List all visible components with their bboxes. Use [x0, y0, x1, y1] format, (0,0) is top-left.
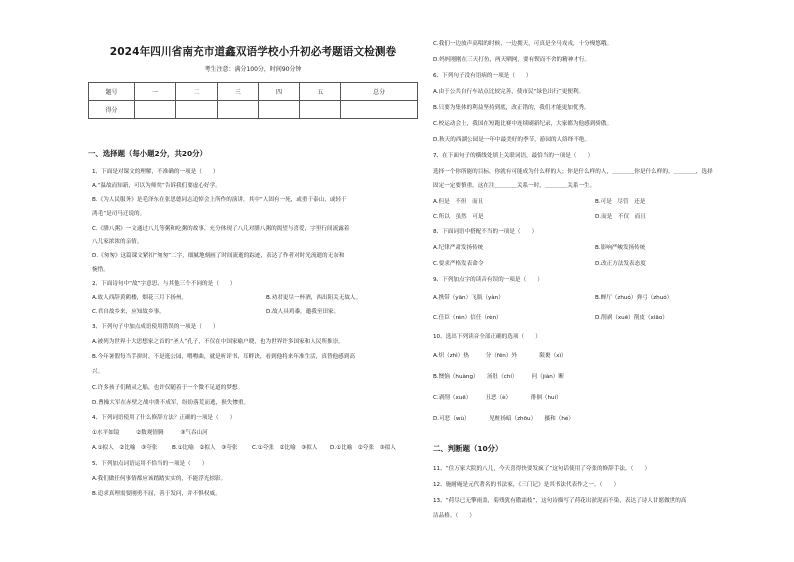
page-title: 2024年四川省南充市道鑫双语学校小升初必考题语文检测卷 [109, 46, 397, 58]
question-option: C.所以 虽然 可是 [433, 214, 484, 220]
score-cell [341, 101, 418, 119]
question-stem: 7、在下面句子的横线处填上关联词语，最恰当的一项是（ ） [433, 153, 594, 159]
question-option: B.蝉厅（zhuó）弹弓（zhuó） [595, 295, 673, 301]
question-option: D.曹操大军在赤壁之战中溃不成军，纷纷落荒而逃，损失惨重。 [92, 400, 250, 406]
question-option: D.故人具鸡黍，邀我至田家。 [266, 309, 340, 315]
question-option: C.任臣（rèn）信任（rèn） [433, 315, 502, 321]
question-option: C.剥削（xuē） 丑恶（è） 徘徊（huí） [433, 395, 562, 401]
question-option: A.故人西辞黄鹤楼，烟花三月下扬州。 [92, 295, 188, 301]
question-stem: 13、“荷尽已无擎雨盖，菊残犹有傲霜枝”，这句诗描写了荷花出淤泥而不染，表达了诗人甘愿做世的高 [433, 498, 687, 504]
question-option: B.影响严峻发扬传统 [595, 245, 646, 251]
question-option: B.追求真理需要刚勇不屈，善于发问，并不惧权威。 [92, 491, 221, 497]
question-text: 选择一个你所能的目标，你就有可能成为什么样的人；你是什么样的人，＿＿＿＿你是什么样的。＿＿＿＿，选择 [433, 169, 713, 175]
score-table-row [89, 101, 418, 119]
question-option: C.我们一边放声高唱的时候，一边拥天，可真是全马戎戎，十分慢悠哦。 [433, 41, 613, 47]
question-option-cont: 惋惜。 [92, 267, 109, 273]
question-option: D.①比喻 ②夸张 ③拟人 [330, 445, 396, 451]
question-stem: 10、选出下列读音全部正确的选项（ ） [433, 334, 541, 340]
question-option: D.《匆匆》这篇课文紧扣“匆匆”二字，细腻地刻画了时间流逝的踪迹，表达了作者对时光流逝的无奈和 [92, 253, 345, 259]
question-option: C.校运动会上，我国在短跑比赛中连续刷新纪录，大家都为他感到骄傲。 [433, 121, 613, 127]
question-option-cont: 兴。 [92, 369, 104, 375]
question-option: B.①比喻 ②拟人 ③夸张 [172, 445, 238, 451]
question-items: ①水平如镜 ②数观情腾 ③气吞山河 [92, 430, 208, 436]
question-stem: 11、“住万家大院的八儿，今天喜得快要发疯了”这句话使用了夸张的修辞手法。（ ） [433, 466, 651, 472]
question-option: D.而是 不仅 而且 [595, 214, 646, 220]
question-option: D.秋天的西湖公园是一年中最美好的季节，游园的人络绎不绝。 [433, 137, 591, 143]
score-table [88, 82, 418, 119]
question-stem: 8、下面词语中搭配不当的一项是（ ） [433, 229, 538, 235]
question-text: 固定一定要慎重，这在注＿＿＿＿关系一时，＿＿＿＿关系一生。 [433, 183, 596, 189]
score-header-cell: 五 [300, 83, 341, 101]
question-option: A.携带（yān）飞瓶（yàn） [433, 295, 504, 301]
question-option: A.①拟人 ②比喻 ③夸张 [92, 445, 158, 451]
question-stem: 12、施耐庵是元代著名的书法家，《三门记》是其书法代表作之一。（ ） [433, 482, 620, 488]
question-option: D.削剥（xuē）削皮（xiāo） [595, 315, 668, 321]
score-header-cell: 一 [135, 83, 176, 101]
question-option-cont: 鸿毛”是司马迁说的。 [92, 211, 146, 217]
score-row-label: 得分 [89, 101, 135, 119]
score-header-cell: 四 [258, 83, 299, 101]
question-option: A.由于公共自行车站点比较完善，使市民“绿色出行”更便利。 [433, 89, 585, 95]
question-option: C.《腊八粥》一文通过八儿等粥和吃粥的故事，充分体现了八儿对腊八粥的渴望与喜爱，字里行间流露着 [92, 226, 350, 232]
question-option: B.可是 尽管 还是 [595, 199, 646, 205]
section-heading: 二、判断题（10分） [433, 444, 503, 453]
question-option: A.我们做任何事情都应该踏踏实实的，不能浮光掠影。 [92, 476, 227, 482]
question-option: A.但是 不但 而且 [433, 199, 484, 205]
question-stem: 2、下面诗句中“故”字意思，与其他三个不同的是（ ） [92, 281, 236, 287]
score-header-cell: 题号 [89, 83, 135, 101]
score-cell [135, 101, 176, 119]
question-option: A.被列为世界十大思想家之首的“圣人”孔子，不仅在中国家喻户晓，也为世界许多国家和人民所推崇。 [92, 339, 344, 345]
score-header-cell: 二 [176, 83, 217, 101]
score-cell [217, 101, 258, 119]
question-option: B.《为人民服务》是毛泽东在张思德同志追悼会上所作的演讲，其中“人固有一死，或重于泰山，或轻于 [92, 197, 347, 203]
question-option: B.今年暑假每当手拼时，不是逛公园，嘚嘚曲，就是听评书，耳畔诀，看到他将来年准生活，真替他感到高 [92, 354, 355, 360]
question-option: B.劝君更尽一杯酒，西出阳关无故人。 [266, 295, 362, 301]
question-stem: 6、下列句子没有语病的一项是（ ） [433, 73, 532, 79]
question-option: A.炽（zhì）热 分（fēn）外 限裹（xì） [433, 353, 567, 359]
score-cell [176, 101, 217, 119]
question-option: A.纪律严肃发扬传统 [433, 245, 484, 251]
question-stem: 9、下列加点字的读音有误的一项是（ ） [433, 277, 543, 283]
score-cell [300, 101, 341, 119]
question-option: C.要求严格发表命令 [433, 261, 484, 267]
score-cell [258, 101, 299, 119]
section-heading: 一、选择题（每小题2分，共20分） [88, 149, 207, 158]
question-option: B.懊恼（huàng） 汤肚（chí） 问（jiàn）断 [433, 374, 564, 380]
question-stem: 3、下列句子中加点成语使用错误的一项是（ ） [92, 324, 219, 330]
question-option: D.可恶（wù） 见赃扬暗（zhōu） 摄和（hé） [433, 416, 574, 422]
question-stem: 4、下列词语使用了什么修辞方法？正确的一项是（ ） [92, 415, 236, 421]
score-header-cell: 三 [217, 83, 258, 101]
question-option-cont: 洁品格。（ ） [433, 513, 475, 519]
question-option: C.许多孩子们精灵之船，也许仅随着于一个微不足道的梦想。 [92, 385, 244, 391]
question-option: C.①夸张 ②比喻 ③拟人 [252, 445, 318, 451]
question-option: A.“温故而知新，可以为师矣”告诉我们要虚心好学。 [92, 183, 221, 189]
question-option: B.只要为集体的利益坚持到底，改正错的，我们才能更加优秀。 [433, 105, 590, 111]
exam-notice: 考生注意：满分100分，时间90分钟 [204, 66, 302, 73]
question-option: C.君自故乡来，应知故乡事。 [92, 309, 165, 315]
question-option: D.改正方法发表态度 [595, 261, 646, 267]
question-stem: 1、下面是对课文的理解，不准确的一项是（ ） [92, 169, 219, 175]
question-option-cont: 八儿家浓浓的亲情。 [92, 239, 143, 245]
question-option: D.妈妈刚刚在三天打鱼，两天晒网，要有锲而不舍的精神才行。 [433, 57, 591, 63]
score-header-cell: 总分 [341, 83, 418, 101]
question-stem: 5、下列加点词语运用不恰当的一项是（ ） [92, 461, 208, 467]
score-table-header-row [89, 83, 418, 101]
